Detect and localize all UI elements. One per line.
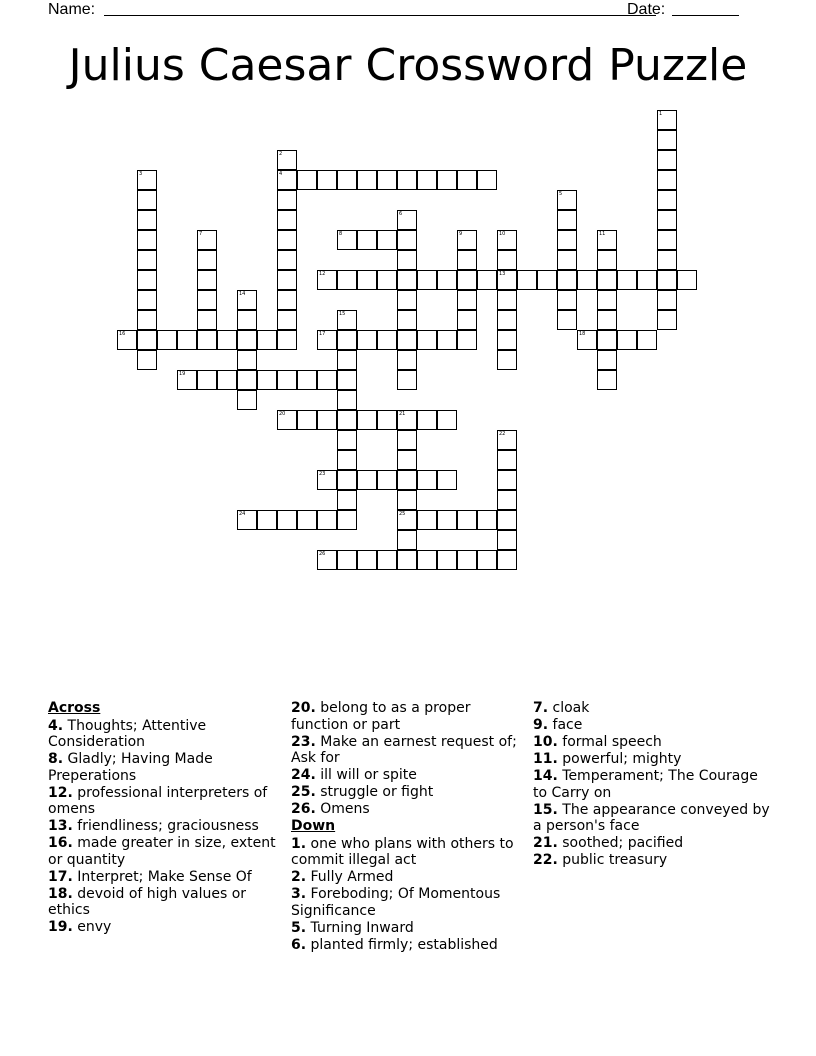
grid-cell[interactable] <box>617 270 637 290</box>
grid-cell[interactable] <box>557 210 577 230</box>
grid-cell-23[interactable] <box>317 470 337 490</box>
grid-cell[interactable] <box>557 230 577 250</box>
grid-cell[interactable] <box>297 170 317 190</box>
grid-cell[interactable] <box>337 490 357 510</box>
grid-cell-9[interactable] <box>457 230 477 250</box>
grid-cell[interactable] <box>277 370 297 390</box>
clue-number-label: 16 <box>119 331 126 337</box>
grid-cell[interactable] <box>417 510 437 530</box>
clue-number-label: 17 <box>319 331 326 337</box>
clue-number-label: 13 <box>499 271 506 277</box>
grid-cell[interactable] <box>337 170 357 190</box>
grid-cell[interactable] <box>197 310 217 330</box>
grid-cell[interactable] <box>137 210 157 230</box>
clue-number-label: 1 <box>659 111 663 117</box>
clue-number-label: 18 <box>579 331 586 337</box>
grid-cell[interactable] <box>337 270 357 290</box>
grid-cell[interactable] <box>597 310 617 330</box>
clue-number-label: 2 <box>279 151 283 157</box>
grid-cell[interactable] <box>317 370 337 390</box>
grid-cell[interactable] <box>557 270 577 290</box>
clue-number-label: 11 <box>599 231 606 237</box>
grid-cell[interactable] <box>337 410 357 430</box>
grid-cell[interactable] <box>277 270 297 290</box>
grid-cell[interactable] <box>497 350 517 370</box>
grid-cell[interactable] <box>457 270 477 290</box>
grid-cell[interactable] <box>137 190 157 210</box>
grid-cell[interactable] <box>197 250 217 270</box>
grid-cell[interactable] <box>657 130 677 150</box>
grid-cell[interactable] <box>137 250 157 270</box>
grid-cell[interactable] <box>357 330 377 350</box>
grid-cell[interactable] <box>397 450 417 470</box>
grid-cell[interactable] <box>397 530 417 550</box>
grid-cell[interactable] <box>497 550 517 570</box>
clue-across-12: 12. professional interpreters of omens <box>48 784 268 817</box>
grid-cell[interactable] <box>357 550 377 570</box>
grid-cell[interactable] <box>497 490 517 510</box>
grid-cell[interactable] <box>657 270 677 290</box>
grid-cell[interactable] <box>297 510 317 530</box>
grid-cell[interactable] <box>617 330 637 350</box>
grid-cell[interactable] <box>237 310 257 330</box>
grid-cell[interactable] <box>337 430 357 450</box>
clue-down-14: 14. Temperament; The Courage to Carry on <box>533 768 758 801</box>
grid-cell[interactable] <box>397 290 417 310</box>
grid-cell[interactable] <box>497 530 517 550</box>
grid-cell[interactable] <box>337 390 357 410</box>
grid-cell[interactable] <box>397 330 417 350</box>
grid-cell-25[interactable] <box>397 510 417 530</box>
grid-cell[interactable] <box>357 230 377 250</box>
grid-cell[interactable] <box>337 330 357 350</box>
grid-cell[interactable] <box>457 510 477 530</box>
clue-number-label: 24 <box>239 511 246 517</box>
grid-cell[interactable] <box>317 510 337 530</box>
grid-cell[interactable] <box>217 330 237 350</box>
grid-cell[interactable] <box>277 510 297 530</box>
grid-cell[interactable] <box>197 330 217 350</box>
grid-cell[interactable] <box>457 550 477 570</box>
name-label: Name: <box>48 1 96 18</box>
clue-across-24: 24. ill will or spite <box>291 767 417 783</box>
clue-number-label: 12 <box>319 271 326 277</box>
clue-number-label: 19 <box>179 371 186 377</box>
grid-cell[interactable] <box>397 250 417 270</box>
grid-cell[interactable] <box>657 210 677 230</box>
grid-cell[interactable] <box>137 350 157 370</box>
clue-number-label: 8 <box>339 231 343 237</box>
clue-across-18: 18. devoid of high values or ethics <box>48 885 247 918</box>
grid-cell[interactable] <box>477 270 497 290</box>
grid-cell[interactable] <box>277 310 297 330</box>
grid-cell[interactable] <box>337 450 357 470</box>
grid-cell[interactable] <box>657 150 677 170</box>
grid-cell[interactable] <box>337 550 357 570</box>
grid-cell[interactable] <box>657 170 677 190</box>
grid-cell[interactable] <box>237 330 257 350</box>
grid-cell[interactable] <box>657 290 677 310</box>
grid-cell[interactable] <box>257 510 277 530</box>
grid-cell[interactable] <box>377 470 397 490</box>
grid-cell[interactable] <box>337 510 357 530</box>
clue-across-26: 26. Omens <box>291 801 370 817</box>
grid-cell[interactable] <box>277 330 297 350</box>
clue-number-label: 6 <box>399 211 403 217</box>
grid-cell[interactable] <box>397 490 417 510</box>
down-heading: Down <box>291 818 336 834</box>
grid-cell[interactable] <box>137 310 157 330</box>
grid-cell-7[interactable] <box>197 230 217 250</box>
grid-cell-2[interactable] <box>277 150 297 170</box>
clue-across-8: 8. Gladly; Having Made Preperations <box>48 751 213 784</box>
clue-down-11: 11. powerful; mighty <box>533 751 682 767</box>
grid-cell[interactable] <box>397 370 417 390</box>
grid-cell[interactable] <box>497 290 517 310</box>
grid-cell-15[interactable] <box>337 310 357 330</box>
grid-cell[interactable] <box>657 230 677 250</box>
grid-cell[interactable] <box>377 550 397 570</box>
grid-cell[interactable] <box>437 470 457 490</box>
grid-cell[interactable] <box>237 370 257 390</box>
grid-cell[interactable] <box>437 170 457 190</box>
grid-cell[interactable] <box>377 270 397 290</box>
grid-cell[interactable] <box>417 550 437 570</box>
grid-cell[interactable] <box>457 330 477 350</box>
grid-cell[interactable] <box>497 330 517 350</box>
clue-down-9: 9. face <box>533 717 583 733</box>
grid-cell-4[interactable] <box>277 170 297 190</box>
grid-cell[interactable] <box>597 270 617 290</box>
clue-number-label: 4 <box>279 171 283 177</box>
clues-column-2 <box>291 700 523 954</box>
clue-down-1: 1. one who plans with others to commit illegal act <box>291 835 514 868</box>
grid-cell-10[interactable] <box>497 230 517 250</box>
grid-cell[interactable] <box>397 350 417 370</box>
grid-cell[interactable] <box>297 370 317 390</box>
grid-cell[interactable] <box>397 550 417 570</box>
clue-down-10: 10. formal speech <box>533 734 662 750</box>
grid-cell[interactable] <box>237 390 257 410</box>
grid-cell[interactable] <box>437 510 457 530</box>
grid-cell-12[interactable] <box>317 270 337 290</box>
grid-cell[interactable] <box>257 330 277 350</box>
clue-down-15: 15. The appearance conveyed by a person's face <box>533 801 770 834</box>
grid-cell[interactable] <box>497 310 517 330</box>
grid-cell[interactable] <box>197 290 217 310</box>
grid-cell[interactable] <box>457 170 477 190</box>
grid-cell-18[interactable] <box>577 330 597 350</box>
clue-number-label: 20 <box>279 411 286 417</box>
grid-cell[interactable] <box>417 470 437 490</box>
grid-cell[interactable] <box>397 270 417 290</box>
clue-down-21: 21. soothed; pacified <box>533 835 684 851</box>
grid-cell[interactable] <box>377 230 397 250</box>
grid-cell-6[interactable] <box>397 210 417 230</box>
grid-cell[interactable] <box>257 370 277 390</box>
grid-cell[interactable] <box>657 190 677 210</box>
grid-cell[interactable] <box>377 170 397 190</box>
grid-cell-19[interactable] <box>177 370 197 390</box>
grid-cell[interactable] <box>577 270 597 290</box>
clue-across-25: 25. struggle or fight <box>291 784 434 800</box>
clues-column-1 <box>48 700 278 936</box>
grid-cell[interactable] <box>477 170 497 190</box>
grid-cell[interactable] <box>137 270 157 290</box>
grid-cell[interactable] <box>437 410 457 430</box>
clue-across-19: 19. envy <box>48 919 112 935</box>
clue-across-20: 20. belong to as a proper function or part <box>291 700 471 733</box>
grid-cell[interactable] <box>137 290 157 310</box>
grid-cell[interactable] <box>477 510 497 530</box>
grid-cell[interactable] <box>497 510 517 530</box>
grid-cell[interactable] <box>597 350 617 370</box>
date-label: Date: <box>627 1 666 18</box>
clue-across-13: 13. friendliness; graciousness <box>48 818 259 834</box>
grid-cell[interactable] <box>177 330 197 350</box>
grid-cell[interactable] <box>457 250 477 270</box>
clue-number-label: 5 <box>559 191 563 197</box>
grid-cell[interactable] <box>437 330 457 350</box>
grid-cell-26[interactable] <box>317 550 337 570</box>
grid-cell[interactable] <box>357 410 377 430</box>
grid-cell[interactable] <box>437 270 457 290</box>
grid-cell[interactable] <box>597 250 617 270</box>
grid-cell[interactable] <box>397 310 417 330</box>
grid-cell[interactable] <box>497 470 517 490</box>
grid-cell[interactable] <box>317 170 337 190</box>
grid-cell[interactable] <box>497 450 517 470</box>
clue-number-label: 3 <box>139 171 143 177</box>
clue-down-22: 22. public treasury <box>533 852 668 868</box>
grid-cell[interactable] <box>557 250 577 270</box>
clue-number-label: 26 <box>319 551 326 557</box>
grid-cell[interactable] <box>277 230 297 250</box>
clue-down-7: 7. cloak <box>533 700 590 716</box>
clues-column-3 <box>533 700 773 869</box>
grid-cell[interactable] <box>337 350 357 370</box>
clue-across-17: 17. Interpret; Make Sense Of <box>48 868 252 885</box>
grid-cell[interactable] <box>197 270 217 290</box>
clue-number-label: 7 <box>199 231 203 237</box>
clue-number-label: 25 <box>399 511 406 517</box>
grid-cell[interactable] <box>417 270 437 290</box>
grid-cell[interactable] <box>197 370 217 390</box>
clue-number-label: 15 <box>339 311 346 317</box>
grid-cell[interactable] <box>657 310 677 330</box>
grid-cell[interactable] <box>597 330 617 350</box>
clue-across-16: 16. made greater in size, extent or quantity <box>48 835 276 868</box>
clue-number-label: 22 <box>499 431 506 437</box>
grid-cell[interactable] <box>417 330 437 350</box>
grid-cell[interactable] <box>477 550 497 570</box>
clue-number-label: 9 <box>459 231 463 237</box>
grid-cell[interactable] <box>357 270 377 290</box>
grid-cell[interactable] <box>317 410 337 430</box>
grid-cell[interactable] <box>597 370 617 390</box>
grid-cell[interactable] <box>417 410 437 430</box>
grid-cell[interactable] <box>557 310 577 330</box>
grid-cell-5[interactable] <box>557 190 577 210</box>
clue-down-3: 3. Foreboding; Of Momentous Significance <box>291 886 501 919</box>
grid-cell[interactable] <box>637 270 657 290</box>
clue-number-label: 21 <box>399 411 406 417</box>
grid-cell[interactable] <box>137 330 157 350</box>
clue-across-23: 23. Make an earnest request of; Ask for <box>291 733 517 766</box>
grid-cell[interactable] <box>657 250 677 270</box>
grid-cell[interactable] <box>637 330 657 350</box>
clue-number-label: 10 <box>499 231 506 237</box>
grid-cell[interactable] <box>497 250 517 270</box>
grid-cell-20[interactable] <box>277 410 297 430</box>
clue-down-5: 5. Turning Inward <box>291 919 414 936</box>
grid-cell-24[interactable] <box>237 510 257 530</box>
clue-down-2: 2. Fully Armed <box>291 869 394 885</box>
grid-cell[interactable] <box>457 310 477 330</box>
grid-cell-14[interactable] <box>237 290 257 310</box>
grid-cell[interactable] <box>277 290 297 310</box>
across-heading: Across <box>48 700 101 716</box>
grid-cell-1[interactable] <box>657 110 677 130</box>
grid-cell-13[interactable] <box>497 270 517 290</box>
grid-cell[interactable] <box>517 270 537 290</box>
grid-cell[interactable] <box>557 290 577 310</box>
grid-cell[interactable] <box>457 290 477 310</box>
grid-cell[interactable] <box>537 270 557 290</box>
grid-cell-16[interactable] <box>117 330 137 350</box>
grid-cell[interactable] <box>337 470 357 490</box>
clue-number-label: 14 <box>239 291 246 297</box>
clue-down-6: 6. planted firmly; established <box>291 936 498 953</box>
grid-cell[interactable] <box>277 250 297 270</box>
grid-cell-8[interactable] <box>337 230 357 250</box>
grid-cell[interactable] <box>297 410 317 430</box>
grid-cell[interactable] <box>157 330 177 350</box>
page-title: Julius Caesar Crossword Puzzle <box>68 40 748 91</box>
grid-cell[interactable] <box>397 230 417 250</box>
grid-cell[interactable] <box>217 370 237 390</box>
grid-cell-22[interactable] <box>497 430 517 450</box>
clue-number-label: 23 <box>319 471 326 477</box>
grid-cell[interactable] <box>277 190 297 210</box>
grid-cell[interactable] <box>377 330 397 350</box>
grid-cell[interactable] <box>237 350 257 370</box>
grid-cell-11[interactable] <box>597 230 617 250</box>
grid-cell[interactable] <box>337 370 357 390</box>
grid-cell[interactable] <box>397 430 417 450</box>
grid-cell[interactable] <box>357 170 377 190</box>
grid-cell-21[interactable] <box>397 410 417 430</box>
grid-cell[interactable] <box>597 290 617 310</box>
grid-cell[interactable] <box>277 210 297 230</box>
grid-cell[interactable] <box>397 470 417 490</box>
grid-cell[interactable] <box>417 170 437 190</box>
grid-cell-17[interactable] <box>317 330 337 350</box>
grid-cell[interactable] <box>377 410 397 430</box>
grid-cell[interactable] <box>677 270 697 290</box>
grid-cell[interactable] <box>437 550 457 570</box>
clue-across-4: 4. Thoughts; Attentive Consideration <box>48 717 207 750</box>
grid-cell[interactable] <box>357 470 377 490</box>
grid-cell[interactable] <box>137 230 157 250</box>
grid-cell-3[interactable] <box>137 170 157 190</box>
grid-cell[interactable] <box>397 170 417 190</box>
